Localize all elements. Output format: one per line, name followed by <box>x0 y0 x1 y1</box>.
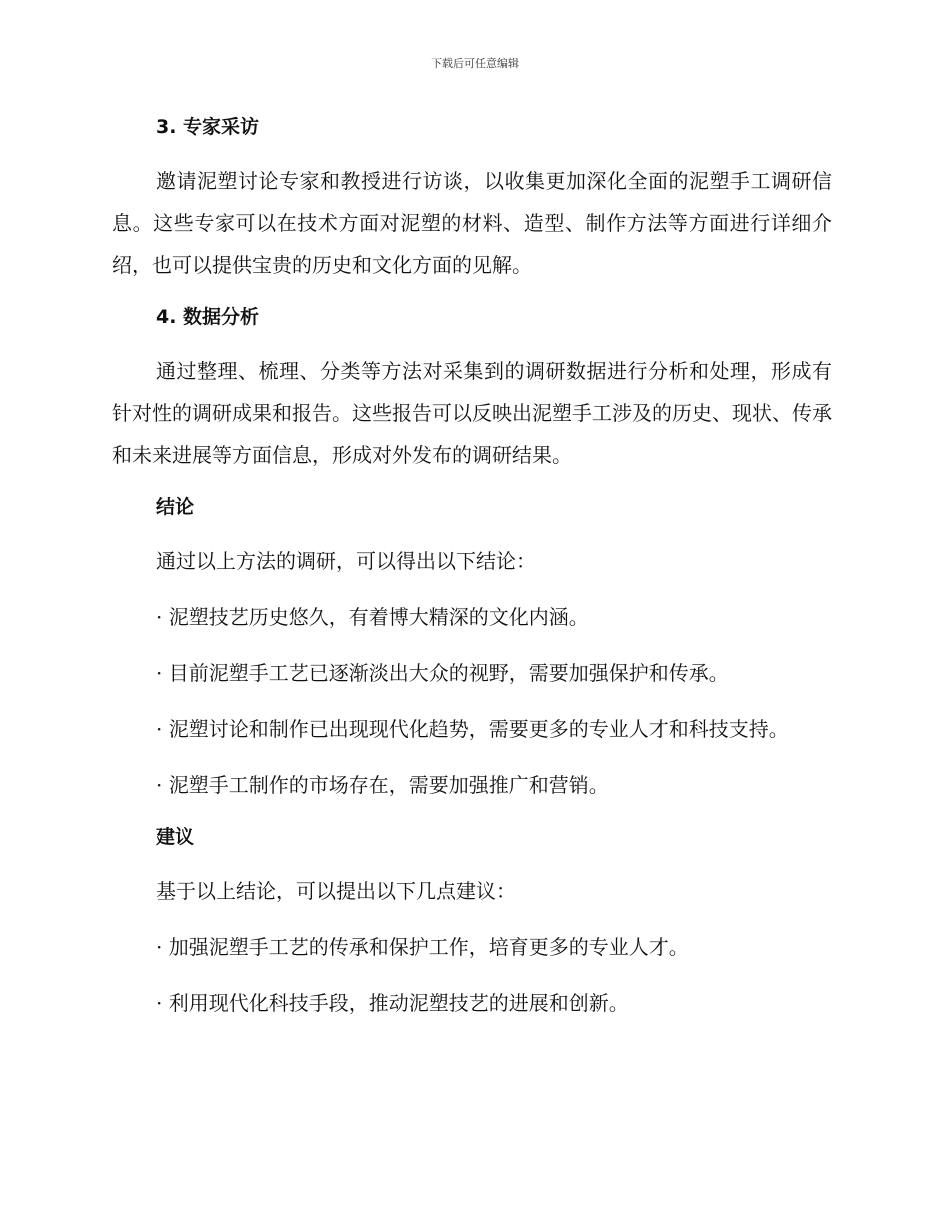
list-item: · 泥塑讨论和制作已出现现代化趋势，需要更多的专业人才和科技支持。 <box>156 717 789 741</box>
section-heading-expert-interview: 3. 专家采访 <box>156 116 260 138</box>
section-heading-data-analysis: 4. 数据分析 <box>156 306 260 328</box>
paragraph-expert-interview: 邀请泥塑讨论专家和教授进行访谈，以收集更加深化全面的泥塑手工调研信息。这些专家可以在技术方面对泥塑的材料、造型、制作方法等方面进行详细介绍，也可以提供宝贵的历史和文化方面的见解。 <box>112 169 832 277</box>
paragraph-conclusion-intro: 通过以上方法的调研，可以得出以下结论： <box>156 549 536 573</box>
section-heading-conclusion: 结论 <box>156 496 195 518</box>
list-item: · 泥塑技艺历史悠久，有着博大精深的文化内涵。 <box>156 605 589 629</box>
page-header: 下载后可任意编辑 <box>431 57 519 70</box>
section-heading-suggestion: 建议 <box>156 826 195 848</box>
list-item: · 目前泥塑手工艺已逐渐淡出大众的视野，需要加强保护和传承。 <box>156 661 729 685</box>
paragraph-data-analysis: 通过整理、梳理、分类等方法对采集到的调研数据进行分析和处理，形成有针对性的调研成果和报告。这些报告可以反映出泥塑手工涉及的历史、现状、传承和未来进展等方面信息，形成对外发布的调研结果。 <box>112 359 832 467</box>
list-item: · 加强泥塑手工艺的传承和保护工作，培育更多的专业人才。 <box>156 935 689 959</box>
list-item: · 泥塑手工制作的市场存在，需要加强推广和营销。 <box>156 773 609 797</box>
document-body <box>112 110 832 1024</box>
paragraph-suggestion-intro: 基于以上结论，可以提出以下几点建议： <box>156 879 516 903</box>
list-item: · 利用现代化科技手段，推动泥塑技艺的进展和创新。 <box>156 991 629 1015</box>
